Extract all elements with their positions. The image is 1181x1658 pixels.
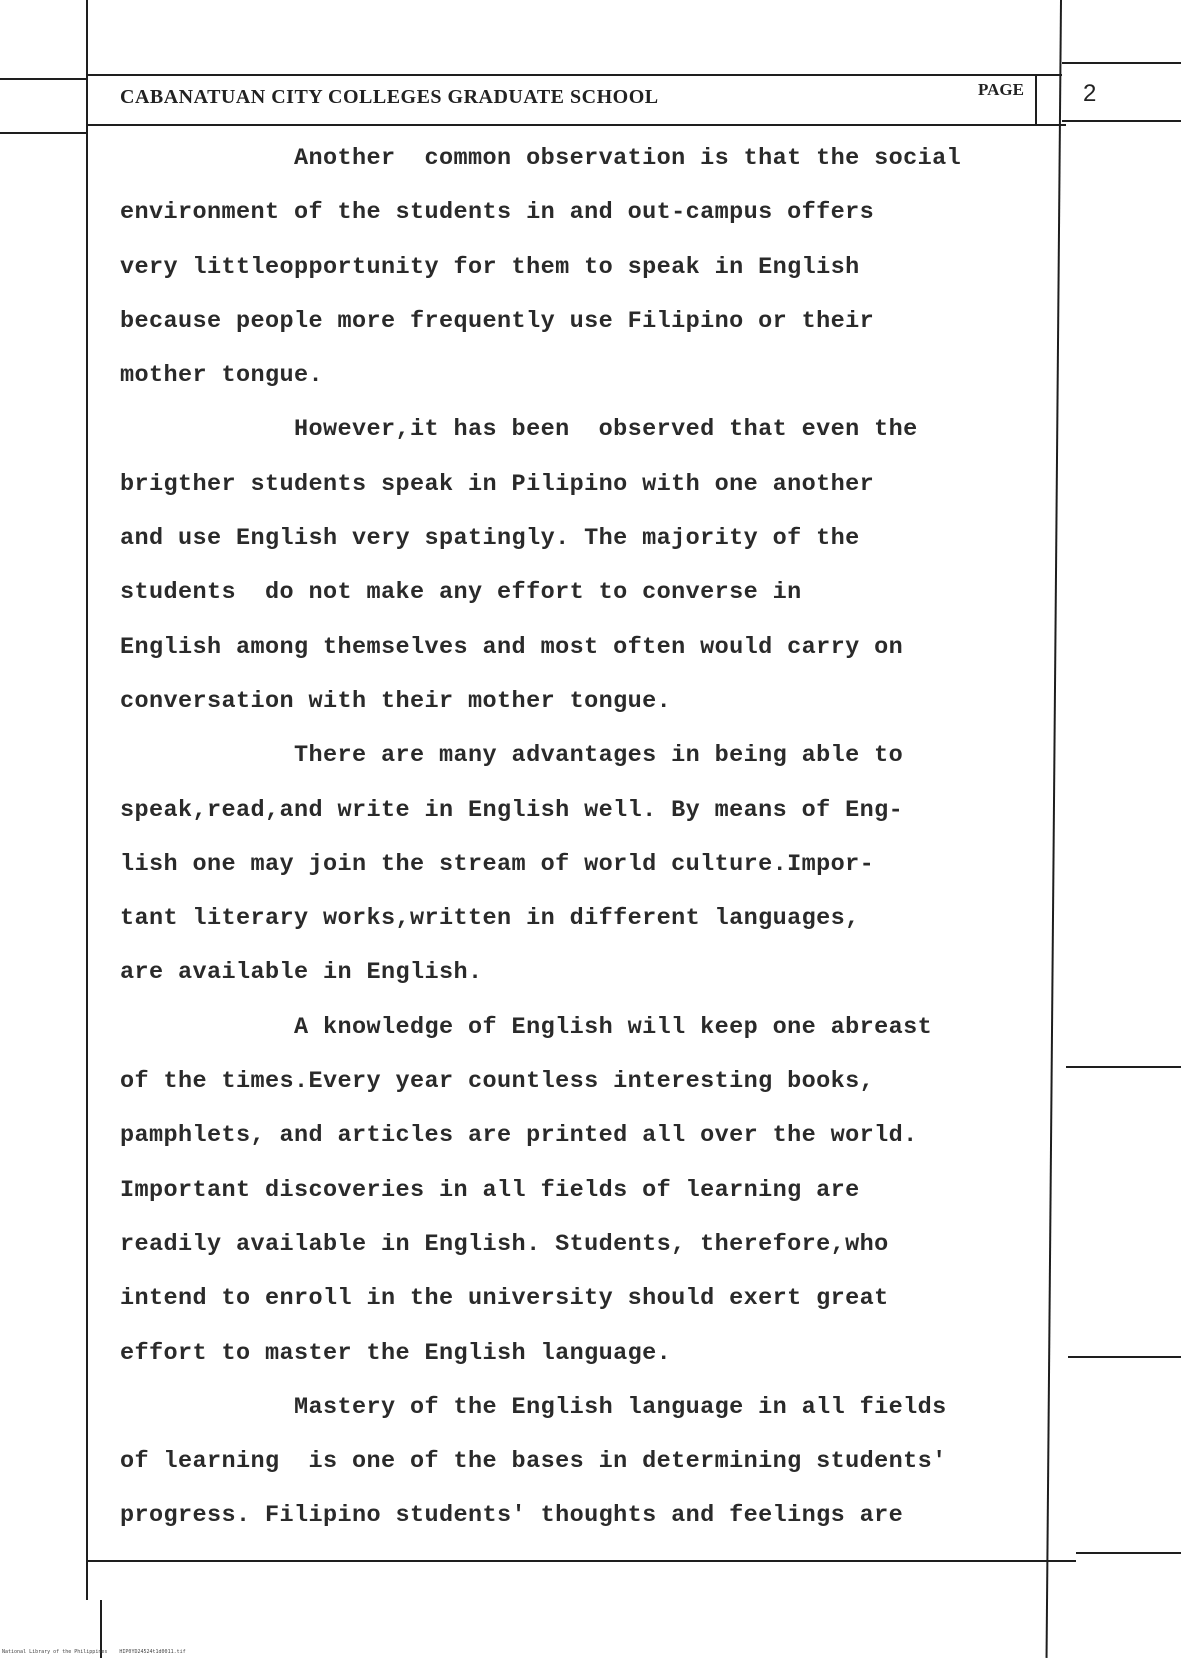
footer-rule-right — [1076, 1552, 1181, 1554]
page-number: 2 — [1083, 80, 1097, 107]
body-line: speak,read,and write in English well. By means of Eng- — [120, 796, 904, 824]
body-line: students do not make any effort to converse in — [120, 579, 802, 607]
body-line: A knowledge of English will keep one abreast — [120, 1013, 933, 1041]
header-bottom-rule — [86, 124, 1066, 126]
body-line: tant literary works,written in different languages, — [120, 905, 860, 933]
body-line: environment of the students in and out-campus offers — [120, 199, 875, 227]
body-line: Another common observation is that the social — [120, 145, 962, 172]
body-line: very littleopportunity for them to speak in English — [120, 253, 860, 281]
body-text — [120, 132, 1040, 1544]
right-tab-rule-bottom — [1062, 120, 1181, 122]
body-line: readily available in English. Students, therefore,who — [120, 1230, 889, 1258]
body-line: effort to master the English language. — [120, 1339, 672, 1367]
body-line: Mastery of the English language in all fields — [120, 1393, 947, 1421]
body-line: intend to enroll in the university should exert great — [120, 1285, 889, 1313]
body-line: lish one may join the stream of world culture.Impor- — [120, 850, 875, 878]
right-tab-rule-top — [1062, 62, 1181, 64]
header-top-rule — [86, 74, 1062, 76]
body-line: pamphlets, and articles are printed all over the world. — [120, 1122, 918, 1150]
header-page-label: PAGE — [978, 80, 1024, 99]
header-bottom-rule-left — [0, 132, 86, 134]
header-page-divider — [1035, 74, 1037, 126]
body-line: Important discoveries in all fields of learning are — [120, 1176, 860, 1204]
right-margin-line — [1046, 0, 1062, 1658]
body-line: of learning is one of the bases in determining students' — [120, 1448, 947, 1476]
body-line: mother tongue. — [120, 362, 324, 390]
body-line: and use English very spatingly. The majority of the — [120, 525, 860, 553]
footer-rule — [86, 1560, 1076, 1562]
body-line: English among themselves and most often would carry on — [120, 633, 904, 661]
right-edge-rule-lower — [1068, 1356, 1181, 1358]
right-edge-rule-mid — [1066, 1066, 1181, 1068]
body-line: of the times.Every year countless interesting books, — [120, 1068, 875, 1096]
header-top-rule-left — [0, 78, 86, 80]
header-title: CABANATUAN CITY COLLEGES GRADUATE SCHOOL — [120, 86, 659, 108]
body-line: There are many advantages in being able to — [120, 742, 904, 770]
body-line: are available in English. — [120, 959, 483, 987]
body-line: conversation with their mother tongue. — [120, 687, 672, 715]
body-line: brigther students speak in Pilipino with one another — [120, 470, 875, 498]
body-line: However,it has been observed that even the — [120, 416, 918, 444]
left-margin-line — [86, 0, 88, 1600]
body-line: progress. Filipino students' thoughts and feelings are — [120, 1502, 904, 1530]
body-line: because people more frequently use Filipino or their — [120, 307, 875, 335]
archive-footer: National Library of the Philippines HIP0YD24524t1d0011.tif — [2, 1649, 186, 1655]
